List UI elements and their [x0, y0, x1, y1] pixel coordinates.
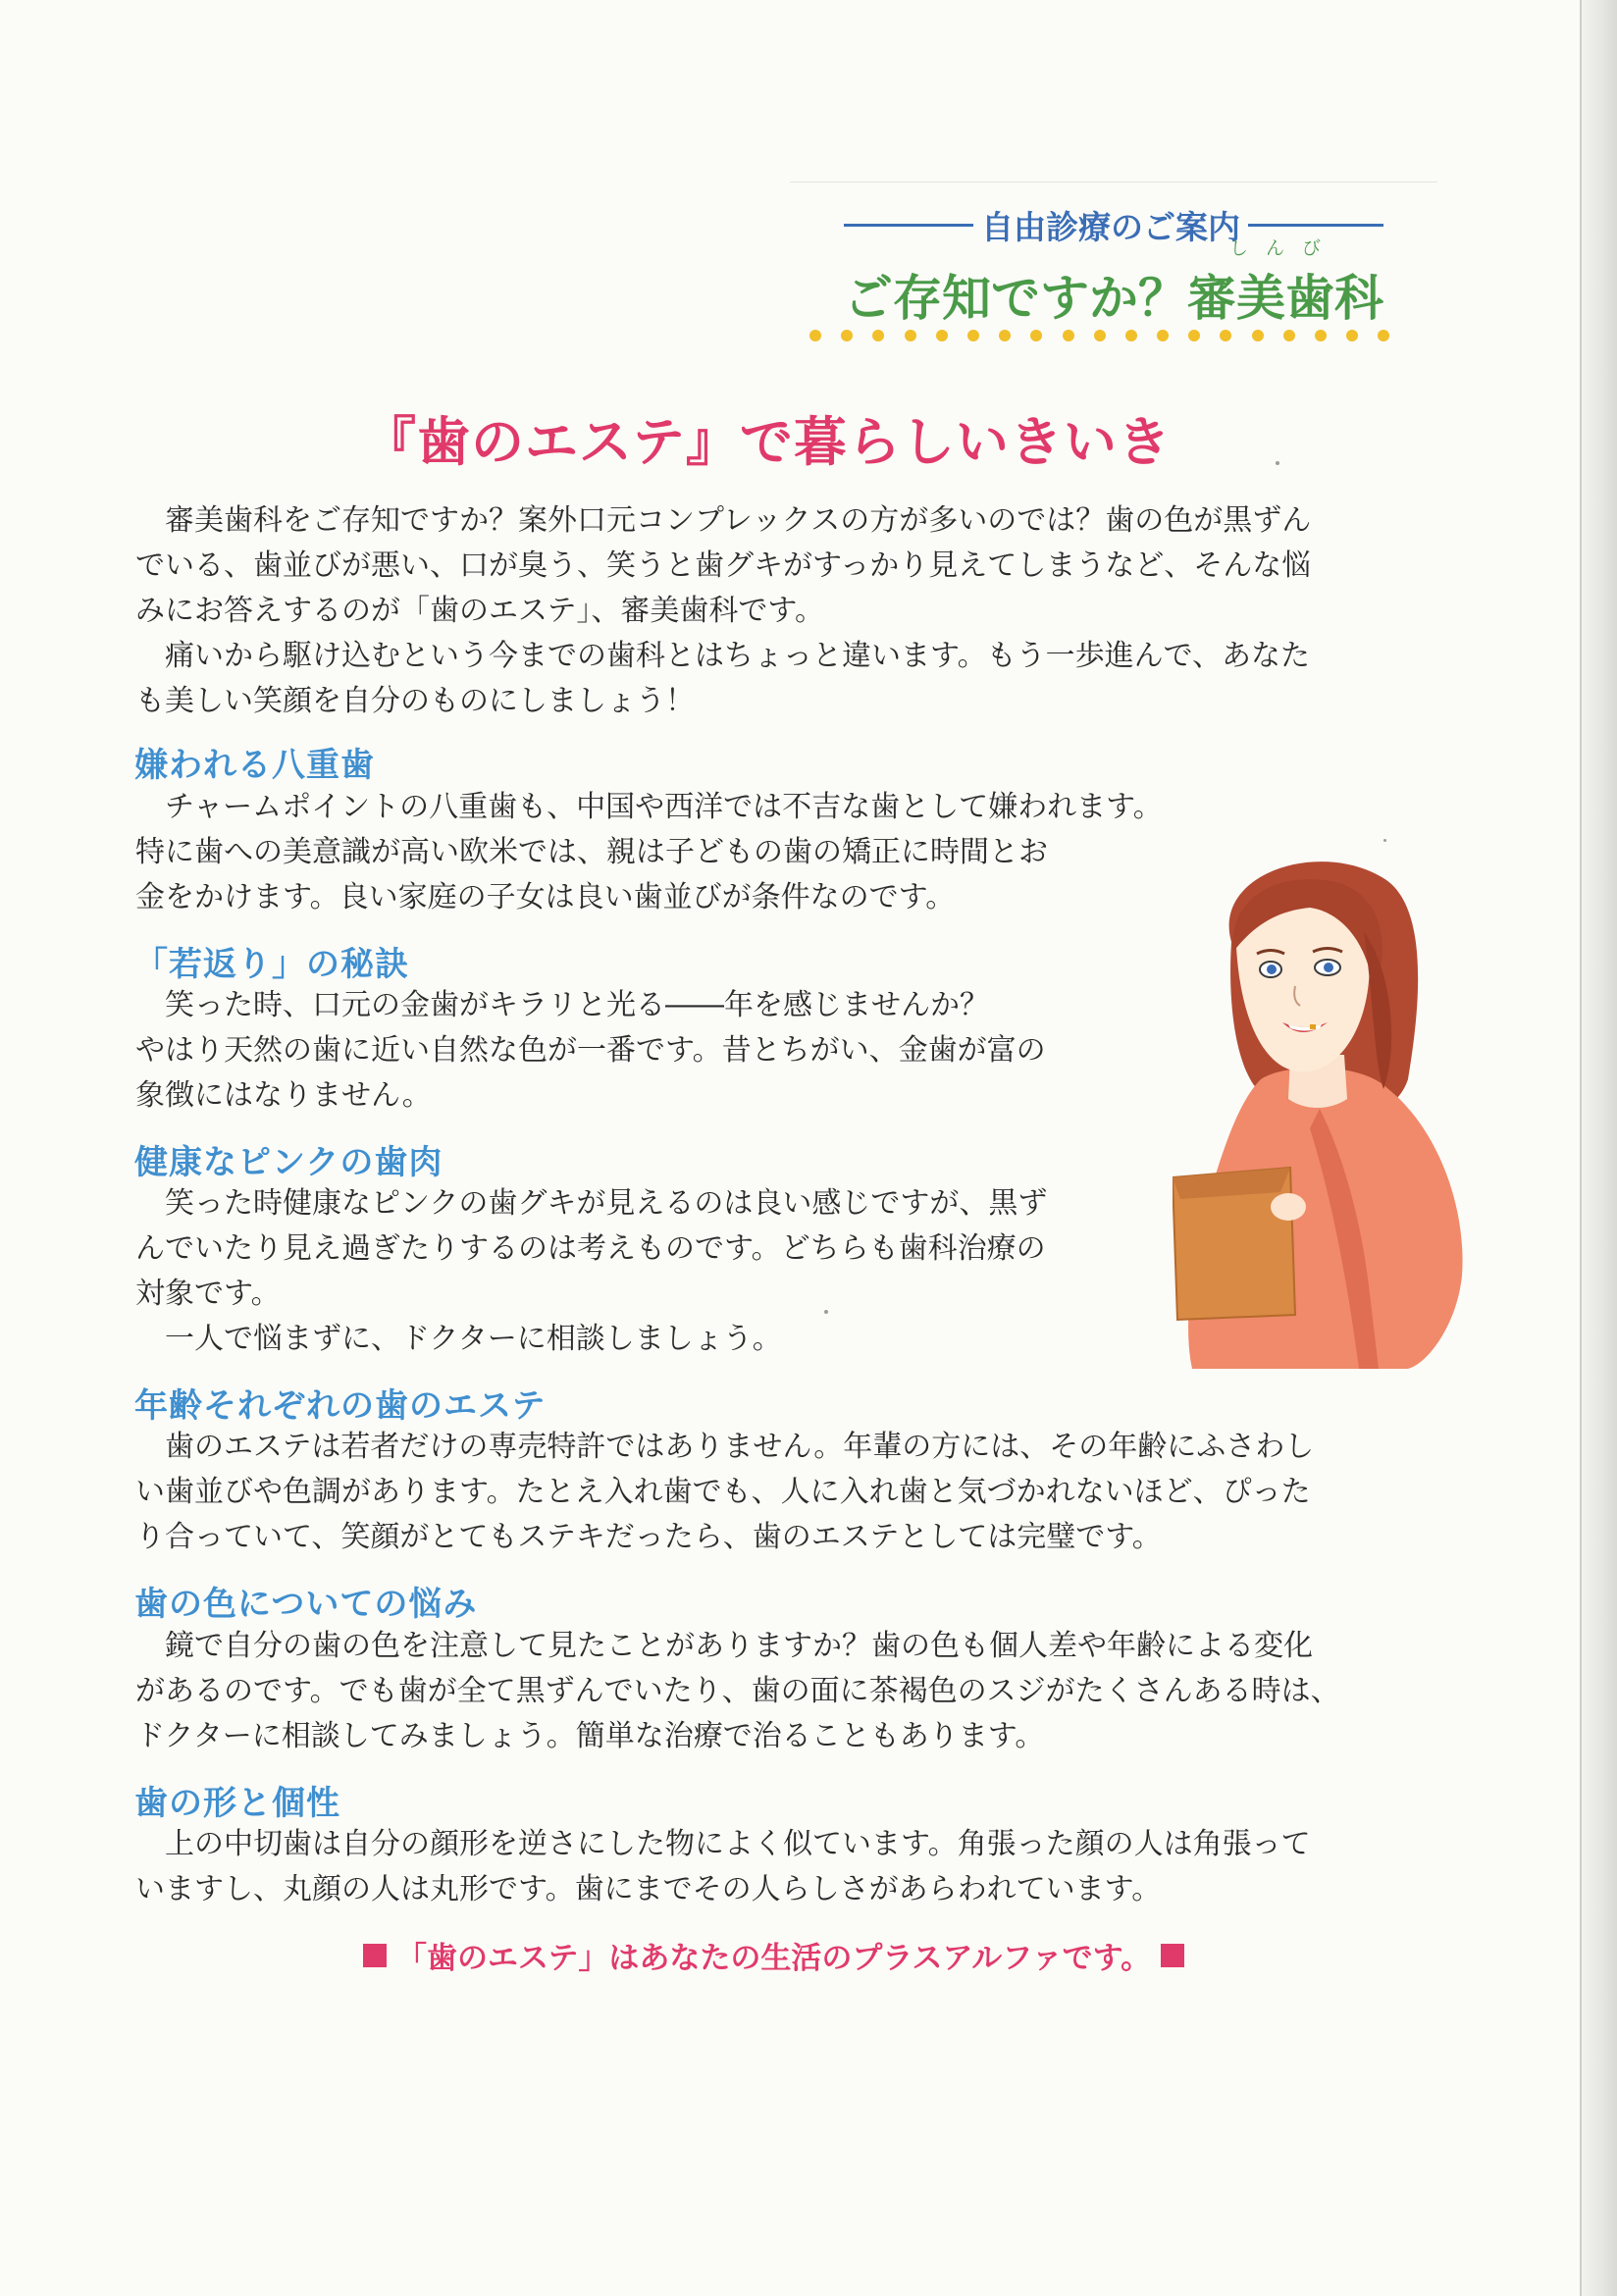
header-title: ご存知ですか？審美歯科	[844, 270, 1383, 327]
decorative-dot	[1252, 330, 1264, 341]
decorative-dot	[1315, 330, 1327, 341]
decorative-dot	[1030, 330, 1042, 341]
decorative-dot	[1157, 330, 1169, 341]
section-line: 対象です。	[135, 1277, 281, 1311]
decorative-dot	[1094, 330, 1106, 341]
hand	[1271, 1193, 1306, 1221]
section-heading: 年齢それぞれの歯のエステ	[134, 1386, 547, 1426]
section-line: やはり天然の歯に近い自然な色が一番です。昔とちがい、金歯が富の	[135, 1033, 1046, 1068]
section-line: ドクターに相談してみましょう。簡単な治療で治ることもあります。	[135, 1719, 1045, 1753]
decorative-dot	[809, 330, 821, 341]
intro-line: 審美歯科をご存知ですか？案外口元コンプレックスの方が多いのでは？歯の色が黒ずん	[135, 503, 1312, 538]
section-line: 笑った時健康なピンクの歯グキが見えるのは良い感じですが、黒ず	[135, 1186, 1048, 1221]
intro-paragraph	[135, 498, 1311, 724]
decorative-dot	[1063, 330, 1074, 341]
furigana: しんび	[1229, 237, 1339, 259]
decorative-dot	[1378, 330, 1389, 341]
section-line: い歯並びや色調があります。たとえ入れ歯でも、人に入れ歯と気づかれないほど、ぴった	[135, 1475, 1311, 1509]
section-body	[135, 1624, 1340, 1759]
decorative-dot	[1220, 330, 1231, 341]
header-label: 自由診療のご案内	[981, 208, 1240, 246]
section-line: 上の中切歯は自分の顔形を逆さにした物によく似ています。角張った顔の人は角張って	[135, 1827, 1311, 1861]
section-line: 笑った時、口元の金歯がキラリと光る――年を感じませんか？	[135, 988, 989, 1022]
section-heading: 健康なピンクの歯肉	[134, 1143, 443, 1182]
intro-line: 痛いから駆け込むという今までの歯科とはちょっと違います。もう一歩進んで、あなた	[135, 639, 1310, 673]
decorative-dot	[936, 330, 948, 341]
section-body	[135, 1425, 1314, 1560]
section-line: んでいたり見え過ぎたりするのは考えものです。どちらも歯科治療の	[135, 1231, 1046, 1266]
section-body	[135, 983, 1046, 1119]
section-body	[135, 1181, 1047, 1362]
section-heading: 歯の形と個性	[134, 1784, 340, 1823]
section-heading: 「若返り」の秘訣	[134, 945, 409, 984]
dot-row	[809, 330, 1389, 341]
section-line: 歯のエステは若者だけの専売特許ではありません。年輩の方には、その年齢にふさわし	[135, 1430, 1315, 1464]
section-line: 象徴にはなりません。	[135, 1078, 432, 1113]
section-line: 金をかけます。良い家庭の子女は良い歯並びが条件なのです。	[135, 880, 956, 914]
intro-line: みにお答えするのが「歯のエステ」、審美歯科です。	[135, 594, 824, 628]
section-line: 鏡で自分の歯の色を注意して見たことがありますか？歯の色も個人差や年齢による変化	[135, 1629, 1313, 1663]
footer-line	[353, 1933, 1194, 1977]
section-heading: 歯の色についての悩み	[134, 1585, 478, 1624]
decorative-dot	[999, 330, 1011, 341]
decorative-dot	[905, 330, 916, 341]
main-title: 『歯のエステ』で暮らしいきいき	[363, 411, 1172, 473]
section-line: 特に歯への美意識が高い欧米では、親は子どもの歯の矯正に時間とお	[135, 835, 1048, 869]
section-line: り合っていて、笑顔がとてもステキだったら、歯のエステとしては完璧です。	[135, 1520, 1162, 1554]
decorative-dot	[967, 330, 979, 341]
scan-speck	[1383, 839, 1386, 842]
header-block	[790, 182, 1437, 379]
section-line: 一人で悩まずに、ドクターに相談しましょう。	[135, 1322, 782, 1356]
header-rule-left	[844, 224, 973, 227]
decorative-dot	[1283, 330, 1295, 341]
section-body	[135, 1822, 1311, 1912]
header-rule-right	[1248, 224, 1383, 227]
section-heading: 嫌われる八重歯	[134, 746, 375, 785]
section-body	[135, 785, 1163, 920]
square-bullet-icon	[363, 1944, 387, 1967]
scan-speck	[1276, 461, 1279, 465]
section-line: チャームポイントの八重歯も、中国や西洋では不吉な歯として嫌われます。	[135, 790, 1163, 824]
decorative-dot	[1346, 330, 1358, 341]
decorative-dot	[872, 330, 884, 341]
decorative-dot	[1125, 330, 1137, 341]
footer-text: 「歯のエステ」はあなたの生活のプラスアルファです。	[396, 1941, 1152, 1976]
page-edge	[1580, 0, 1617, 2296]
section-line: があるのです。でも歯が全て黒ずんでいたり、歯の面に茶褐色のスジがたくさんある時は、	[135, 1674, 1340, 1708]
decorative-dot	[841, 330, 853, 341]
intro-line: も美しい笑顔を自分のものにしましょう！	[135, 684, 695, 718]
intro-line: でいる、歯並びが悪い、口が臭う、笑うと歯グキがすっかり見えてしまうなど、そんな悩	[135, 548, 1312, 583]
woman-smiling-illustration-icon	[1173, 854, 1467, 1369]
square-bullet-icon	[1161, 1944, 1184, 1967]
decorative-dot	[1188, 330, 1200, 341]
section-line: いますし、丸顔の人は丸形です。歯にまでその人らしさがあらわれています。	[135, 1872, 1162, 1906]
